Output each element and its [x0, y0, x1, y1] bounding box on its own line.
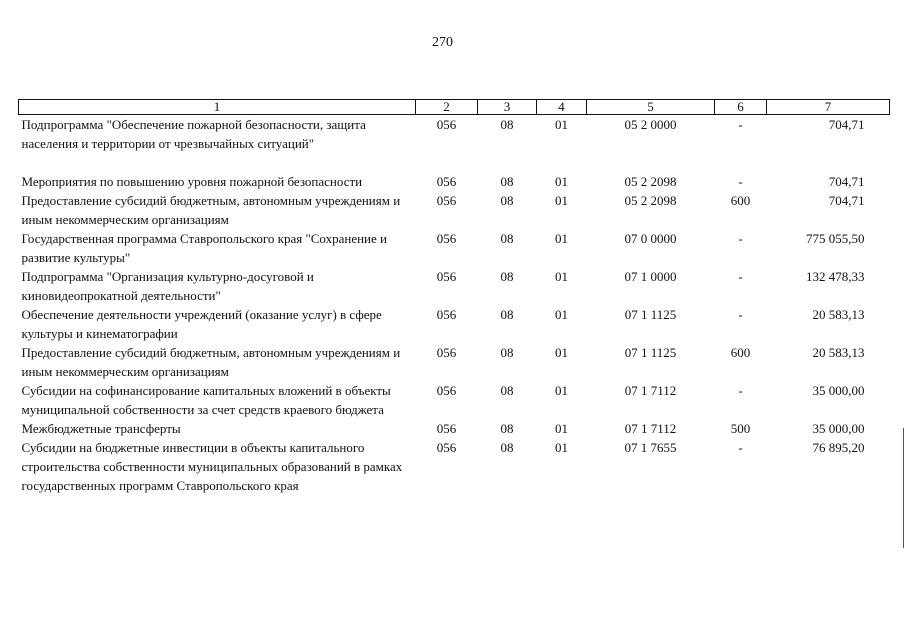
column-header: 4	[537, 100, 587, 115]
table-row	[19, 438, 890, 495]
row-amount: 704,71	[828, 174, 865, 189]
row-amount: 76 895,20	[812, 440, 865, 455]
row-code-6: -	[738, 307, 743, 322]
row-amount: 704,71	[828, 117, 865, 132]
row-code-2: 056	[436, 269, 457, 284]
row-code-3: 08	[500, 307, 514, 322]
row-code-2: 056	[436, 174, 457, 189]
row-code-5: 07 1 7112	[624, 421, 677, 436]
row-code-3: 08	[500, 269, 514, 284]
table-row	[19, 305, 890, 343]
column-header: 7	[767, 100, 890, 115]
row-code-2: 056	[436, 231, 457, 246]
row-code-6: -	[738, 383, 743, 398]
row-code-5: 05 2 2098	[624, 174, 677, 189]
page-number: 270	[432, 35, 453, 50]
row-name: Субсидии на бюджетные инвестиции в объекты капитального строительства собственности муниципальных образований в рамках государственных программ Ставропольского края	[21, 440, 403, 493]
column-header: 5	[587, 100, 715, 115]
row-name: Субсидии на софинансирование капитальных вложений в объекты муниципальной собственности за счет средств краевого бюджета	[21, 383, 391, 417]
row-code-5: 07 1 7112	[624, 383, 677, 398]
budget-table	[18, 99, 890, 495]
row-code-3: 08	[500, 383, 514, 398]
table-header-row	[19, 100, 890, 115]
row-code-3: 08	[500, 117, 514, 132]
row-name: Обеспечение деятельности учреждений (оказание услуг) в сфере культуры и кинематографии	[21, 307, 382, 341]
row-code-5: 07 1 0000	[624, 269, 677, 284]
row-code-4: 01	[555, 231, 568, 246]
column-header: 3	[478, 100, 537, 115]
row-code-6: -	[738, 231, 743, 246]
row-code-6: -	[738, 440, 743, 455]
row-code-6: -	[738, 117, 743, 132]
row-amount: 35 000,00	[812, 383, 865, 398]
row-code-2: 056	[436, 307, 457, 322]
row-name: Мероприятия по повышению уровня пожарной безопасности	[21, 174, 363, 189]
table-row	[19, 343, 890, 381]
row-code-4: 01	[555, 383, 568, 398]
column-header: 2	[416, 100, 478, 115]
column-header: 6	[715, 100, 767, 115]
row-amount: 35 000,00	[812, 421, 865, 436]
table-row	[19, 115, 890, 173]
row-code-3: 08	[500, 193, 514, 208]
row-code-6: 600	[730, 193, 751, 208]
row-code-5: 07 0 0000	[624, 231, 677, 246]
row-code-5: 05 2 2098	[624, 193, 677, 208]
row-amount: 775 055,50	[806, 231, 865, 246]
row-code-5: 07 1 7655	[624, 440, 677, 455]
column-header: 1	[19, 100, 416, 115]
row-code-3: 08	[500, 345, 514, 360]
row-code-4: 01	[555, 174, 568, 189]
row-code-5: 05 2 0000	[624, 117, 677, 132]
table-row	[19, 191, 890, 229]
row-code-2: 056	[436, 421, 457, 436]
row-code-6: -	[738, 269, 743, 284]
row-code-4: 01	[555, 117, 568, 132]
row-code-3: 08	[500, 174, 514, 189]
row-name: Подпрограмма "Обеспечение пожарной безопасности, защита населения и территории от чрезвычайных ситуаций"	[21, 117, 366, 151]
row-amount: 20 583,13	[812, 345, 865, 360]
row-code-2: 056	[436, 193, 457, 208]
row-code-6: -	[738, 174, 743, 189]
row-code-4: 01	[555, 307, 568, 322]
row-code-4: 01	[555, 269, 568, 284]
row-name: Межбюджетные трансферты	[21, 421, 181, 436]
row-code-5: 07 1 1125	[624, 307, 677, 322]
row-code-2: 056	[436, 117, 457, 132]
table-row	[19, 172, 890, 191]
row-code-4: 01	[555, 193, 568, 208]
table-row	[19, 267, 890, 305]
row-amount: 132 478,33	[806, 269, 865, 284]
row-amount: 704,71	[828, 193, 865, 208]
table-row	[19, 229, 890, 267]
row-name: Подпрограмма "Организация культурно-досуговой и киновидеопрокатной деятельности"	[21, 269, 314, 303]
row-name: Предоставление субсидий бюджетным, автономным учреждениям и иным некоммерческим организациям	[21, 193, 401, 227]
row-code-3: 08	[500, 421, 514, 436]
row-amount: 20 583,13	[812, 307, 865, 322]
row-code-2: 056	[436, 383, 457, 398]
row-code-2: 056	[436, 345, 457, 360]
row-code-6: 500	[730, 421, 751, 436]
row-code-3: 08	[500, 440, 514, 455]
scan-edge-line	[903, 428, 904, 548]
row-name: Государственная программа Ставропольского края "Сохранение и развитие культуры"	[21, 231, 387, 265]
row-code-6: 600	[730, 345, 751, 360]
row-code-4: 01	[555, 421, 568, 436]
table-row	[19, 381, 890, 419]
row-code-2: 056	[436, 440, 457, 455]
row-code-5: 07 1 1125	[624, 345, 677, 360]
table-row	[19, 419, 890, 438]
row-code-3: 08	[500, 231, 514, 246]
row-name: Предоставление субсидий бюджетным, автономным учреждениям и иным некоммерческим организациям	[21, 345, 401, 379]
row-code-4: 01	[555, 440, 568, 455]
row-code-4: 01	[555, 345, 568, 360]
